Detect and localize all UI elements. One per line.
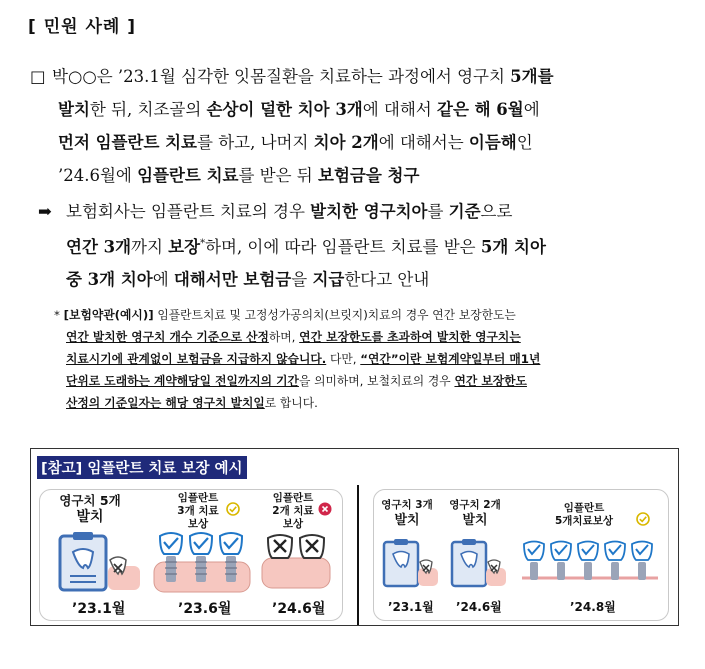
extraction2-clipboard-icon bbox=[448, 538, 508, 590]
note-line-1: * [보험약관(예시)] 임플란트치료 및 고정성가공의치(브릿지)치료의 경우 연간 보장한도는 bbox=[54, 308, 516, 322]
line-4: ’24.6월에 임플란트 치료를 받은 뒤 보험금을 청구 bbox=[58, 166, 420, 185]
answer-line-2: 연간 3개까지 보장*하며, 이에 따라 임플란트 치료를 받은 5개 치아 bbox=[66, 237, 546, 257]
check-circle-icon bbox=[636, 512, 650, 526]
answer-line-3: 중 3개 치아에 대해서만 보험금을 지급한다고 안내 bbox=[66, 269, 430, 289]
left-date-2: ’23.6월 bbox=[178, 601, 232, 617]
note-line-5: 산정의 기준일자는 해당 영구치 발치일로 합니다. bbox=[66, 396, 318, 410]
line-2: 발치한 뒤, 치조골의 손상이 덜한 치아 3개에 대해서 같은 해 6월에 bbox=[58, 100, 540, 119]
check-circle-icon bbox=[226, 502, 240, 516]
note-line-4: 단위로 도래하는 계약해당일 전일까지의 기간을 의미하며, 보철치료의 경우 연간 보장한도 bbox=[66, 374, 527, 388]
left-example-panel bbox=[39, 489, 343, 621]
extraction3-clipboard-icon bbox=[380, 538, 440, 590]
five-implants-icon bbox=[520, 538, 660, 594]
right-extract2-label: 영구치 2개 발치 bbox=[449, 499, 501, 528]
right-date-1: ’23.1월 bbox=[388, 600, 434, 614]
two-rejected-teeth-icon bbox=[260, 532, 332, 592]
case-heading: [ 민원 사례 ] bbox=[28, 17, 136, 37]
left-date-1: ’23.1월 bbox=[72, 601, 126, 617]
line-1: □ 박○○은 ’23.1월 심각한 잇몸질환을 치료하는 과정에서 영구치 5개를 bbox=[30, 67, 554, 86]
right-date-2: ’24.6월 bbox=[456, 600, 502, 614]
right-date-3: ’24.8월 bbox=[570, 600, 616, 614]
left-implant2-label: 임플란트 2개 치료 보상 bbox=[272, 492, 314, 530]
left-extract-label: 영구치 5개 발치 bbox=[59, 493, 121, 525]
insurer-answer-paragraph bbox=[38, 196, 678, 296]
note-line-2: 연간 발치한 영구치 개수 기준으로 산정하며, 연간 보장한도를 초과하여 발치한 영구치는 bbox=[66, 330, 521, 344]
right-arrow-icon: ➡ bbox=[38, 202, 52, 221]
note-line-3: 치료시기에 관계없이 보험금을 지급하지 않습니다. 다만, “연간”이란 보험계약일부터 매1년 bbox=[66, 352, 541, 366]
left-date-3: ’24.6월 bbox=[272, 601, 326, 617]
left-implant3-label: 임플란트 3개 치료 보상 bbox=[177, 492, 219, 530]
complaint-paragraph bbox=[30, 60, 678, 192]
extraction-clipboard-icon bbox=[48, 530, 148, 592]
checkbox-bullet-icon: □ bbox=[30, 67, 46, 86]
reference-example-box bbox=[30, 448, 679, 626]
three-implants-icon bbox=[152, 530, 252, 594]
answer-line-1: ➡ 보험회사는 임플란트 치료의 경우 발치한 영구치아를 기준으로 bbox=[38, 202, 512, 221]
policy-footnote bbox=[54, 304, 680, 414]
cross-circle-icon bbox=[318, 502, 332, 516]
right-example-panel bbox=[373, 489, 669, 621]
panel-divider bbox=[357, 485, 359, 625]
right-extract3-label: 영구치 3개 발치 bbox=[381, 499, 433, 528]
reference-title: [참고] 임플란트 치료 보장 예시 bbox=[37, 456, 247, 479]
line-3: 먼저 임플란트 치료를 하고, 나머지 치아 2개에 대해서는 이듬해인 bbox=[58, 133, 533, 152]
right-implant5-label: 임플란트 5개치료보상 bbox=[554, 502, 614, 527]
